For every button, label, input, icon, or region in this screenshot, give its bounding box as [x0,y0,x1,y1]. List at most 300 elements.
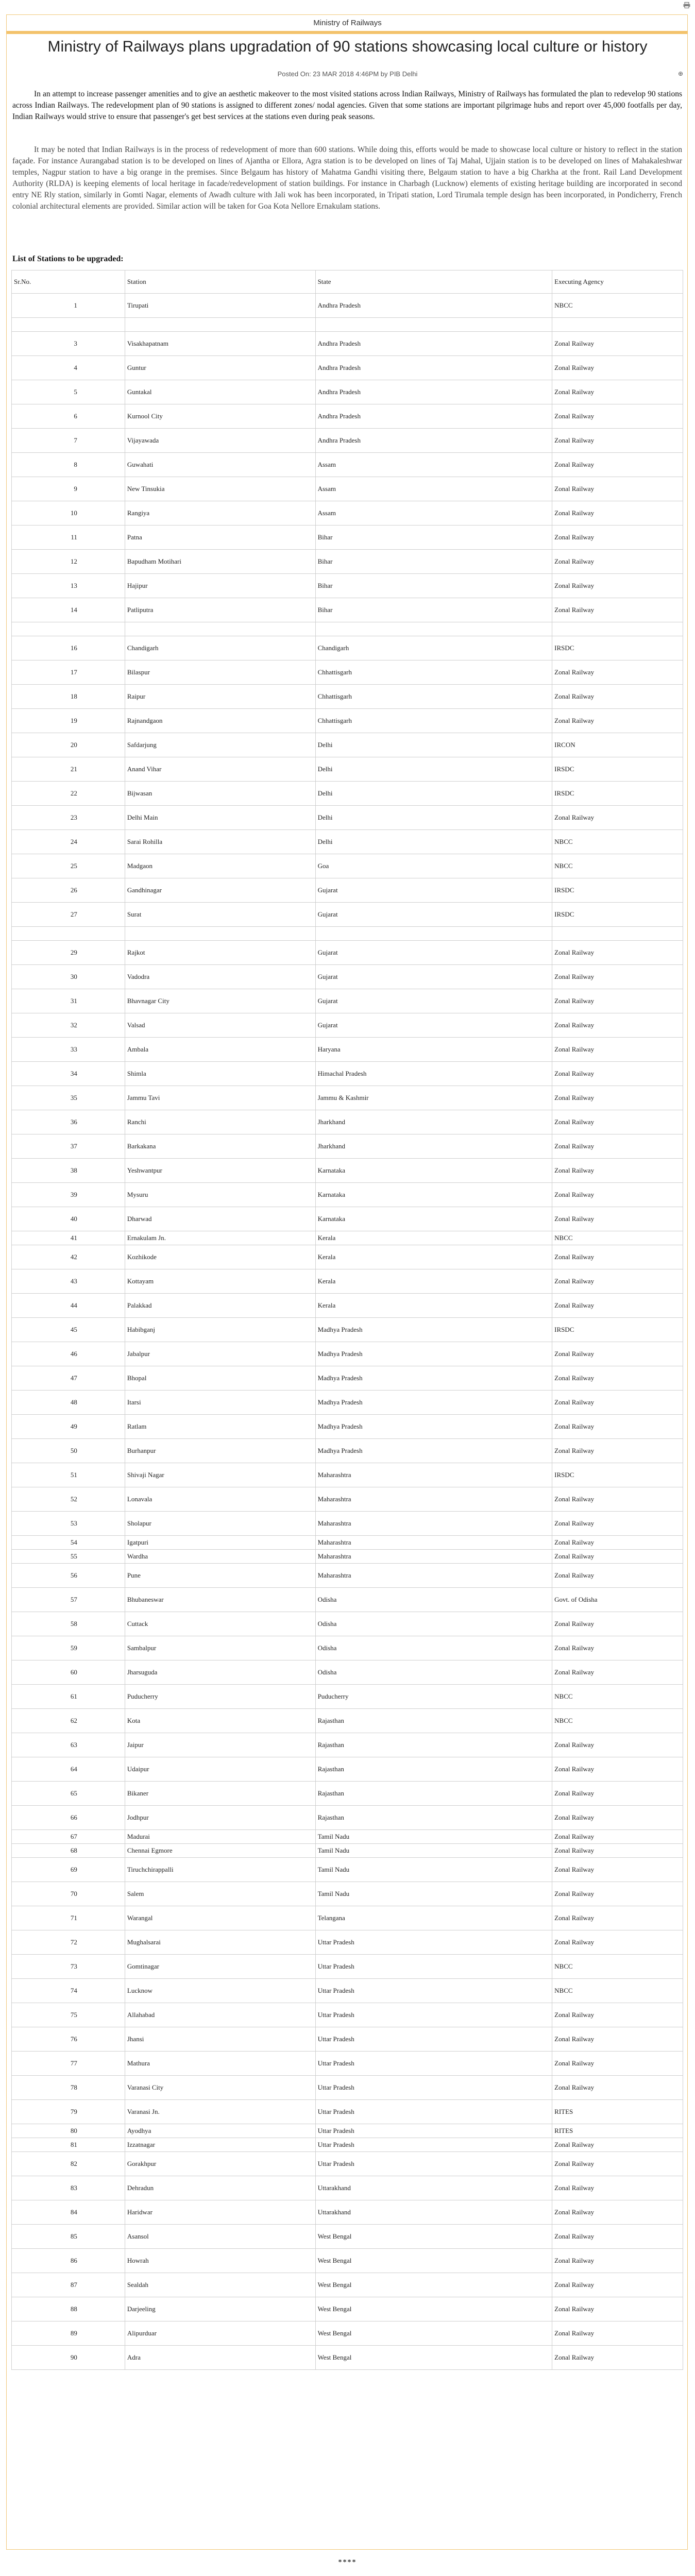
cell-state: West Bengal [315,2249,552,2273]
cell-sr-no: 16 [12,636,125,660]
table-row [12,1536,683,1550]
cell-sr-no: 25 [12,854,125,878]
table-row [12,1979,683,2003]
cell-station: Ernakulam Jn. [125,1231,315,1245]
table-row [12,1806,683,1830]
cell-agency: NBCC [552,294,683,318]
cell-agency: Zonal Railway [552,660,683,685]
cell-state: Jharkhand [315,1110,552,1134]
cell-station: Chennai Egmore [125,1844,315,1858]
table-row [12,989,683,1013]
table-row [12,356,683,380]
cell-agency: IRSDC [552,903,683,927]
table-row [12,1660,683,1685]
cell-agency: Zonal Railway [552,1062,683,1086]
stations-table [11,270,683,2370]
cell-state: Maharashtra [315,1512,552,1536]
cell-sr-no: 21 [12,757,125,782]
page-title: Ministry of Railways plans upgradation of 90 stations showcasing local culture or history [47,38,648,55]
cell-state: Andhra Pradesh [315,429,552,453]
table-row [12,660,683,685]
header-station: Station [125,270,315,294]
cell-sr-no: 76 [12,2027,125,2052]
cell-agency: Zonal Railway [552,1564,683,1588]
cell-sr-no: 43 [12,1269,125,1294]
table-row [12,2249,683,2273]
cell-station: Mysuru [125,1183,315,1207]
cell-agency [552,622,683,636]
cell-station: Jammu Tavi [125,1086,315,1110]
cell-agency: Zonal Railway [552,1636,683,1660]
cell-state: Kerala [315,1269,552,1294]
print-icon[interactable] [683,2,690,8]
cell-sr-no [12,622,125,636]
table-row [12,574,683,598]
cell-state: Uttar Pradesh [315,2152,552,2176]
cell-agency [552,318,683,332]
cell-state: Bihar [315,574,552,598]
table-row [12,1183,683,1207]
cell-state [315,318,552,332]
cell-state: Karnataka [315,1159,552,1183]
cell-station: Gorakhpur [125,2152,315,2176]
table-row [12,806,683,830]
cell-state: Rajasthan [315,1733,552,1757]
cell-station: Delhi Main [125,806,315,830]
cell-station: Sealdah [125,2273,315,2297]
cell-station: Ayodhya [125,2124,315,2138]
cell-agency: Zonal Railway [552,1487,683,1512]
cell-agency: NBCC [552,1231,683,1245]
cell-station: Palakkad [125,1294,315,1318]
table-row [12,2346,683,2370]
cell-station: Kota [125,1709,315,1733]
cell-sr-no: 29 [12,941,125,965]
cell-station: Mughalsarai [125,1930,315,1955]
cell-station: Asansol [125,2225,315,2249]
table-row [12,1013,683,1038]
cell-state: West Bengal [315,2225,552,2249]
cell-state: Jammu & Kashmir [315,1086,552,1110]
cell-station: Mathura [125,2052,315,2076]
cell-sr-no: 24 [12,830,125,854]
cell-agency: Zonal Railway [552,806,683,830]
cell-sr-no: 58 [12,1612,125,1636]
cell-sr-no: 80 [12,2124,125,2138]
cell-sr-no: 62 [12,1709,125,1733]
cell-state: Madhya Pradesh [315,1366,552,1391]
cell-station: Patna [125,526,315,550]
cell-sr-no: 41 [12,1231,125,1245]
cell-state: Telangana [315,1906,552,1930]
cell-sr-no: 54 [12,1536,125,1550]
table-row [12,685,683,709]
table-row [12,1588,683,1612]
cell-station: Valsad [125,1013,315,1038]
table-row [12,1159,683,1183]
cell-sr-no: 64 [12,1757,125,1782]
cell-sr-no [12,318,125,332]
posted-date: Posted On: 23 MAR 2018 4:46PM by PIB Delhi [277,70,418,78]
table-row [12,2297,683,2321]
cell-state: Gujarat [315,965,552,989]
table-row [12,2138,683,2152]
table-row [12,2076,683,2100]
cell-station: New Tinsukia [125,477,315,501]
table-row [12,318,683,332]
cell-state: Maharashtra [315,1536,552,1550]
table-row [12,1086,683,1110]
cell-station: Udaipur [125,1757,315,1782]
cell-agency: Zonal Railway [552,1207,683,1231]
cell-station: Sarai Rohilla [125,830,315,854]
cell-sr-no: 83 [12,2176,125,2200]
table-row [12,477,683,501]
table-row [12,903,683,927]
cell-state: Goa [315,854,552,878]
table-row [12,1439,683,1463]
cell-sr-no: 42 [12,1245,125,1269]
cell-station: Ratlam [125,1415,315,1439]
table-row [12,854,683,878]
table-row [12,404,683,429]
table-row [12,2321,683,2346]
table-row [12,1830,683,1844]
cell-state: Kerala [315,1231,552,1245]
cell-station: Guwahati [125,453,315,477]
cell-sr-no: 73 [12,1955,125,1979]
table-row [12,965,683,989]
cell-agency: Zonal Railway [552,1013,683,1038]
cell-sr-no: 44 [12,1294,125,1318]
cell-sr-no: 60 [12,1660,125,1685]
cell-station: Salem [125,1882,315,1906]
cell-sr-no: 37 [12,1134,125,1159]
cell-agency: NBCC [552,1685,683,1709]
cell-state: Uttar Pradesh [315,1930,552,1955]
cell-agency: Zonal Railway [552,2076,683,2100]
cell-agency: Zonal Railway [552,453,683,477]
intro-paragraph: In an attempt to increase passenger amenities and to give an aesthetic makeover to the most visited stations across Indian Railways, Ministry of Railways has formulated the plan to redevelop 90 stations across Indian Railways. The redevelopment plan of 90 stations is assigned to different zones/ nodal agencies. Given that some stations are important pilgrimage hubs and report over 45,000 footfalls per day, Indian Railways would strive to ensure that passenger's get best services at the stations even during peak seasons. [12,90,682,121]
cell-agency: Zonal Railway [552,1512,683,1536]
cell-station: Madgaon [125,854,315,878]
cell-agency: Zonal Railway [552,1733,683,1757]
cell-state: Odisha [315,1588,552,1612]
cell-sr-no: 81 [12,2138,125,2152]
cell-sr-no: 33 [12,1038,125,1062]
cell-state: Uttarakhand [315,2176,552,2200]
cell-sr-no: 86 [12,2249,125,2273]
table-row [12,941,683,965]
cell-agency: Zonal Railway [552,2152,683,2176]
cell-station: Hajipur [125,574,315,598]
cell-sr-no: 9 [12,477,125,501]
cell-state: Uttar Pradesh [315,1955,552,1979]
cell-station: Chandigarh [125,636,315,660]
cell-agency: Zonal Railway [552,477,683,501]
cell-agency: Zonal Railway [552,1366,683,1391]
cell-state: Haryana [315,1038,552,1062]
table-row [12,526,683,550]
cell-agency: Zonal Railway [552,1159,683,1183]
cell-state: Odisha [315,1660,552,1685]
table-row [12,1636,683,1660]
cell-station: Bilaspur [125,660,315,685]
table-row [12,2225,683,2249]
cell-state: Uttar Pradesh [315,2052,552,2076]
cell-station: Warangal [125,1906,315,1930]
table-row [12,782,683,806]
cell-sr-no: 11 [12,526,125,550]
cell-agency: Zonal Railway [552,429,683,453]
cell-station: Surat [125,903,315,927]
cell-station: Shimla [125,1062,315,1086]
cell-sr-no: 38 [12,1159,125,1183]
cell-station: Howrah [125,2249,315,2273]
cell-agency: Zonal Railway [552,1038,683,1062]
cell-sr-no: 77 [12,2052,125,2076]
list-heading: List of Stations to be upgraded: [12,255,124,263]
table-row [12,2052,683,2076]
cell-sr-no: 48 [12,1391,125,1415]
cell-sr-no: 63 [12,1733,125,1757]
cell-sr-no: 50 [12,1439,125,1463]
cell-agency: Zonal Railway [552,1536,683,1550]
cell-agency: Zonal Railway [552,1930,683,1955]
cell-state: Chhattisgarh [315,709,552,733]
cell-state: Bihar [315,598,552,622]
cell-sr-no: 36 [12,1110,125,1134]
cell-sr-no: 6 [12,404,125,429]
cell-state: Andhra Pradesh [315,404,552,429]
cell-state: Jharkhand [315,1134,552,1159]
cell-state: West Bengal [315,2273,552,2297]
cell-station: Wardha [125,1550,315,1564]
table-row [12,1512,683,1536]
detail-paragraph: It may be noted that Indian Railways is in the process of redevelopment of more than 600 stations. While doing this, efforts would be made to showcase local culture or history to reflect in the station façade. For instance Aurangabad station is to be developed on lines of Ajantha or Ellora, Agra station is to be developed on lines of Taj Mahal, Ujjain station is to be developed on lines of Mahakaleshwar temples, Nagpur station to have a big orange in the premises. Since Belgaum has history of Mahatma Gandhi visiting there, Belgaum station to have a big Charkha at the front. Rail Land Development Authority (RLDA) is keeping elements of local heritage in facade/redevelopment of station buildings. For instance in Charbagh (Lucknow) elements of existing heritage building are incorporated in second entry NE Rly station, similarly in Gomti Nagar, elements of Awadh culture with Jali wok has been incorporated, in Tripati station, Lord Tirumala temple design has been incorporated, in Pondicherry, French colonial architectural elements are provided. Similar action will be taken for Goa Kota Nellore Ernakulam stations. [12,145,682,211]
cell-state: Andhra Pradesh [315,380,552,404]
cell-agency: IRSDC [552,1463,683,1487]
cell-station [125,927,315,941]
table-header-row [12,270,683,294]
cell-state: Rajasthan [315,1709,552,1733]
cell-state: Maharashtra [315,1487,552,1512]
cell-agency: Zonal Railway [552,2052,683,2076]
cell-agency: Zonal Railway [552,501,683,526]
cell-agency: Zonal Railway [552,2297,683,2321]
cell-station: Habibganj [125,1318,315,1342]
cell-sr-no: 39 [12,1183,125,1207]
cell-station [125,622,315,636]
cell-agency: Zonal Railway [552,2138,683,2152]
cell-agency: Zonal Railway [552,1183,683,1207]
cell-agency: Zonal Railway [552,1415,683,1439]
cell-agency: Zonal Railway [552,989,683,1013]
table-row [12,1391,683,1415]
cell-agency: Zonal Railway [552,685,683,709]
cell-agency: Zonal Railway [552,1134,683,1159]
cell-station: Vijayawada [125,429,315,453]
cell-station: Tirupati [125,294,315,318]
cell-state: Karnataka [315,1183,552,1207]
cell-sr-no: 78 [12,2076,125,2100]
cell-sr-no: 87 [12,2273,125,2297]
cell-agency: IRCON [552,733,683,757]
cell-station: Jodhpur [125,1806,315,1830]
cell-state: Andhra Pradesh [315,294,552,318]
cell-station: Jabalpur [125,1342,315,1366]
table-row [12,453,683,477]
cell-agency: Zonal Railway [552,1086,683,1110]
cell-agency: Zonal Railway [552,1844,683,1858]
cell-sr-no: 5 [12,380,125,404]
cell-state: Maharashtra [315,1564,552,1588]
table-row [12,294,683,318]
cell-sr-no: 75 [12,2003,125,2027]
cell-sr-no: 20 [12,733,125,757]
cell-agency: IRSDC [552,757,683,782]
cell-sr-no: 17 [12,660,125,685]
table-row [12,1550,683,1564]
cell-agency: Zonal Railway [552,1660,683,1685]
table-row [12,2200,683,2225]
cell-state: Bihar [315,526,552,550]
cell-state: Madhya Pradesh [315,1391,552,1415]
cell-sr-no: 40 [12,1207,125,1231]
cell-agency: IRSDC [552,782,683,806]
cell-state: Maharashtra [315,1550,552,1564]
cell-sr-no: 89 [12,2321,125,2346]
cell-agency: Zonal Railway [552,2200,683,2225]
cell-state: Gujarat [315,903,552,927]
cell-state: Uttar Pradesh [315,2138,552,2152]
cell-sr-no: 74 [12,1979,125,2003]
cell-state: West Bengal [315,2297,552,2321]
cell-sr-no: 7 [12,429,125,453]
cell-sr-no: 69 [12,1858,125,1882]
table-row [12,1709,683,1733]
cell-state: Odisha [315,1636,552,1660]
plus-icon[interactable]: ⊕ [678,70,684,77]
cell-station: Ranchi [125,1110,315,1134]
table-row [12,1110,683,1134]
cell-state: Rajasthan [315,1757,552,1782]
cell-agency: Zonal Railway [552,1830,683,1844]
cell-state: Kerala [315,1294,552,1318]
cell-station: Gandhinagar [125,878,315,903]
cell-sr-no: 49 [12,1415,125,1439]
cell-sr-no: 61 [12,1685,125,1709]
cell-agency: Zonal Railway [552,598,683,622]
table-row [12,1782,683,1806]
table-row [12,636,683,660]
table-row [12,1906,683,1930]
cell-station: Shivaji Nagar [125,1463,315,1487]
cell-station: Guntakal [125,380,315,404]
table-row [12,1269,683,1294]
cell-agency: Zonal Railway [552,2346,683,2370]
cell-agency: Zonal Railway [552,1806,683,1830]
table-row [12,1487,683,1512]
table-row [12,1038,683,1062]
cell-state: Assam [315,453,552,477]
cell-station: Raipur [125,685,315,709]
cell-state: Delhi [315,782,552,806]
cell-state: Madhya Pradesh [315,1439,552,1463]
cell-sr-no: 57 [12,1588,125,1612]
table-row [12,1134,683,1159]
cell-station: Bhubaneswar [125,1588,315,1612]
cell-state: Uttar Pradesh [315,2003,552,2027]
cell-state: Madhya Pradesh [315,1415,552,1439]
cell-agency: Zonal Railway [552,2273,683,2297]
cell-sr-no: 4 [12,356,125,380]
cell-state: Delhi [315,733,552,757]
table-row [12,2003,683,2027]
cell-state: Rajasthan [315,1782,552,1806]
cell-station: Bapudham Motihari [125,550,315,574]
cell-agency: Zonal Railway [552,356,683,380]
cell-station: Rajnandgaon [125,709,315,733]
cell-state: Kerala [315,1245,552,1269]
cell-state: Puducherry [315,1685,552,1709]
cell-agency: Zonal Railway [552,1882,683,1906]
cell-agency: Zonal Railway [552,709,683,733]
cell-agency: NBCC [552,1979,683,2003]
cell-station: Varanasi Jn. [125,2100,315,2124]
cell-state: Tamil Nadu [315,1882,552,1906]
table-row [12,1733,683,1757]
cell-state: Tamil Nadu [315,1830,552,1844]
table-row [12,757,683,782]
cell-state: Tamil Nadu [315,1844,552,1858]
cell-sr-no: 35 [12,1086,125,1110]
table-row [12,1415,683,1439]
cell-state: Chandigarh [315,636,552,660]
cell-station: Bijwasan [125,782,315,806]
table-row [12,2273,683,2297]
cell-agency: Zonal Railway [552,2225,683,2249]
cell-sr-no: 23 [12,806,125,830]
cell-state: West Bengal [315,2346,552,2370]
cell-station: Lonavala [125,1487,315,1512]
cell-agency: Zonal Railway [552,1110,683,1134]
table-row [12,1757,683,1782]
cell-agency: Zonal Railway [552,2003,683,2027]
cell-station: Dharwad [125,1207,315,1231]
cell-station: Ambala [125,1038,315,1062]
cell-sr-no: 32 [12,1013,125,1038]
cell-agency: Zonal Railway [552,941,683,965]
cell-agency: Zonal Railway [552,574,683,598]
cell-sr-no: 65 [12,1782,125,1806]
cell-state: Andhra Pradesh [315,332,552,356]
cell-state: Delhi [315,830,552,854]
cell-agency: IRSDC [552,1318,683,1342]
cell-state: Karnataka [315,1207,552,1231]
cell-agency: Zonal Railway [552,526,683,550]
cell-agency: Zonal Railway [552,1550,683,1564]
cell-state: Uttar Pradesh [315,2100,552,2124]
cell-sr-no: 82 [12,2152,125,2176]
table-row [12,1858,683,1882]
cell-agency: Zonal Railway [552,404,683,429]
table-row [12,429,683,453]
cell-agency: Zonal Railway [552,380,683,404]
cell-sr-no: 10 [12,501,125,526]
cell-station: Bikaner [125,1782,315,1806]
cell-state: Uttar Pradesh [315,2124,552,2138]
